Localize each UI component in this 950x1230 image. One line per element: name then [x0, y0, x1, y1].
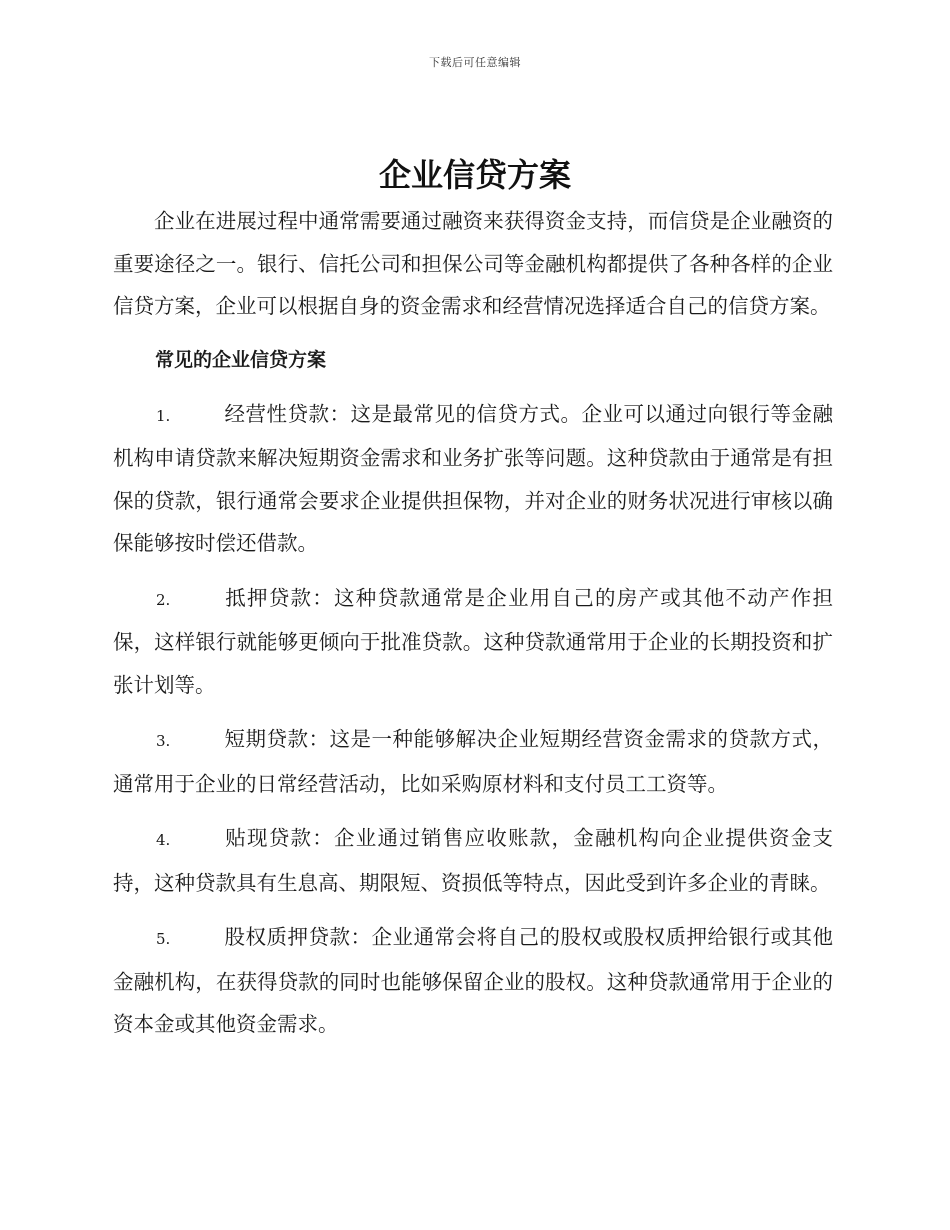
list-item-number: 3. [156, 732, 171, 750]
list-item [113, 718, 833, 805]
list-item-text: 抵押贷款：这种贷款通常是企业用自己的房产或其他不动产作担保，这样银行就能够更倾向于批准贷款。这种贷款通常用于企业的长期投资和扩张计划等。 [113, 585, 833, 697]
list-item-text: 股权质押贷款：企业通常会将自己的股权或股权质押给银行或其他金融机构，在获得贷款的同时也能够保留企业的股权。这种贷款通常用于企业的资本金或其他资金需求。 [113, 925, 833, 1036]
list-item-number: 2. [156, 590, 171, 609]
document-title: 企业信贷方案 [378, 156, 571, 194]
list-item [113, 577, 833, 707]
list-item [113, 916, 833, 1046]
list-item-number: 1. [156, 406, 171, 425]
list-item-number: 5. [156, 930, 171, 948]
list-item-number: 4. [156, 831, 171, 849]
list-item-text: 短期贷款：这是一种能够解决企业短期经营资金需求的贷款方式，通常用于企业的日常经营活动，比如采购原材料和支付员工工资等。 [113, 727, 833, 796]
header-note: 下载后可任意编辑 [429, 56, 521, 69]
list-item-text: 贴现贷款：企业通过销售应收账款，金融机构向企业提供资金支持，这种贷款具有生息高、期限短、资损低等特点，因此受到许多企业的青睐。 [113, 826, 833, 895]
document-body [113, 200, 833, 1058]
list-item-text: 经营性贷款：这是最常见的信贷方式。企业可以通过向银行等金融机构申请贷款来解决短期资金需求和业务扩张等问题。这种贷款由于通常是有担保的贷款，银行通常会要求企业提供担保物，并对企业的财务状况进行审核以确保能够按时偿还借款。 [113, 401, 833, 555]
section-heading: 常见的企业信贷方案 [155, 348, 327, 371]
list-item [113, 817, 833, 904]
intro-paragraph: 企业在进展过程中通常需要通过融资来获得资金支持，而信贷是企业融资的重要途径之一。银行、信托公司和担保公司等金融机构都提供了各种各样的企业信贷方案，企业可以根据自身的资金需求和经营情况选择适合自己的信贷方案。 [113, 209, 833, 318]
list-item [113, 393, 833, 565]
